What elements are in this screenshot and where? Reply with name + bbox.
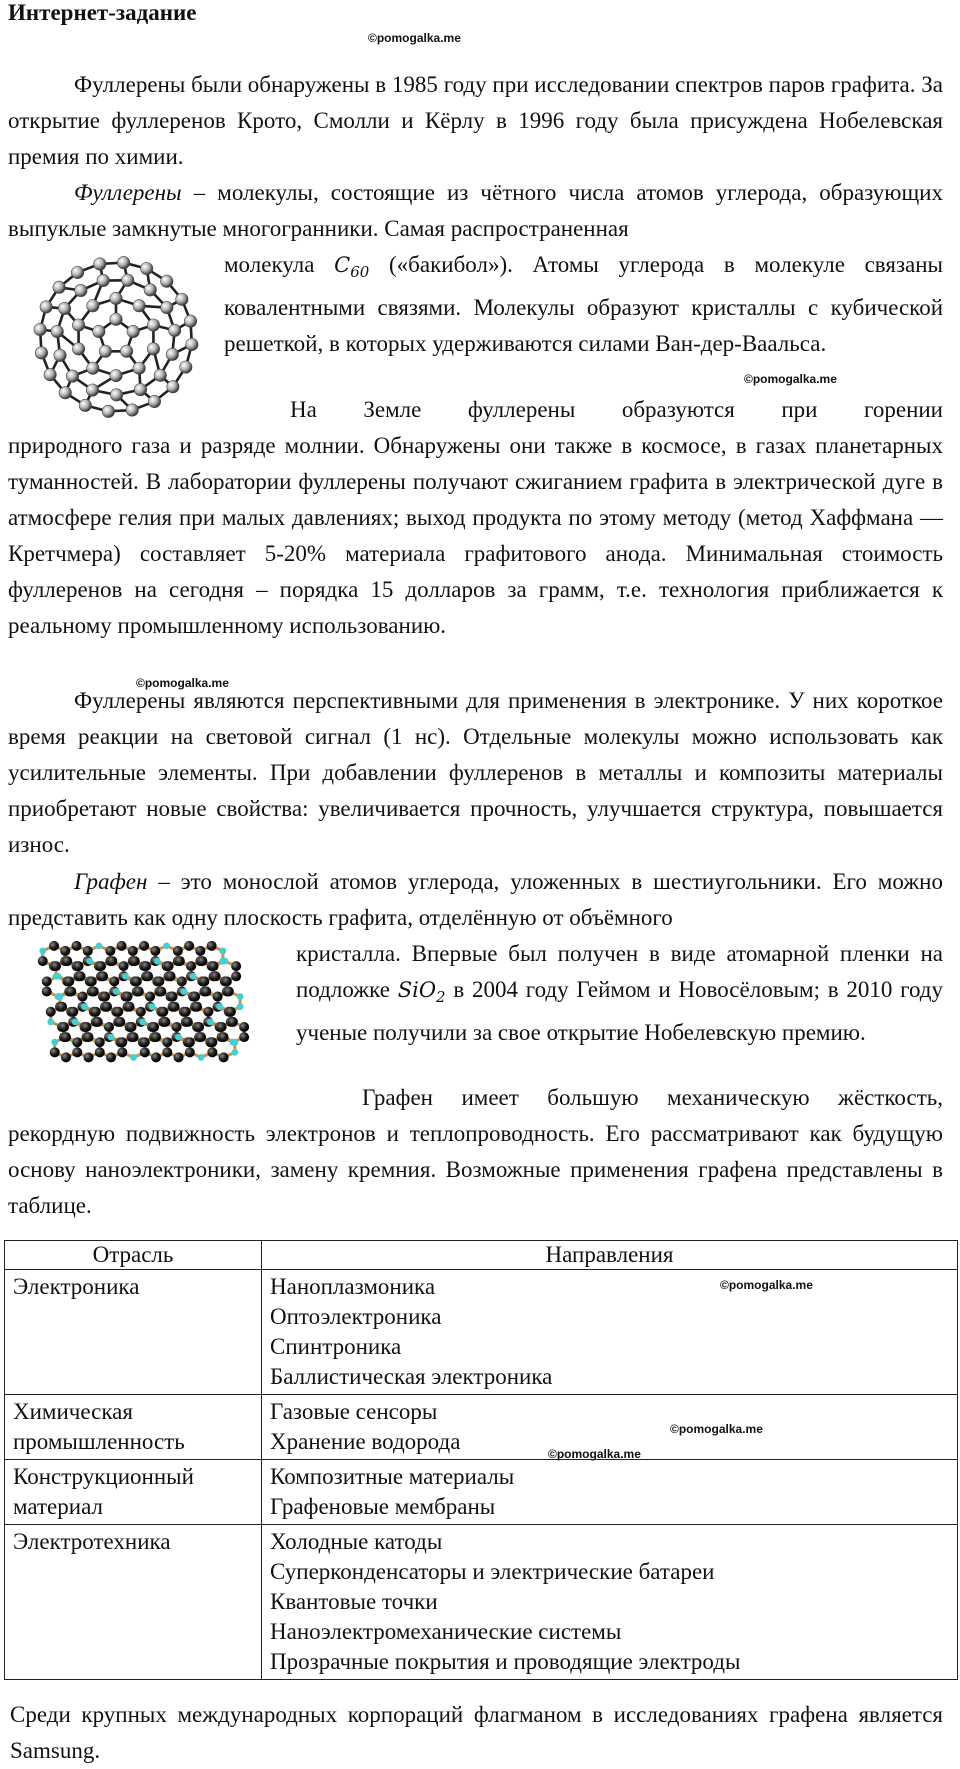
carbon-atom	[87, 976, 97, 986]
carbon-atom	[151, 1032, 161, 1042]
carbon-atom	[209, 961, 219, 971]
hydrogen-atom	[130, 1054, 137, 1061]
carbon-atom	[154, 976, 164, 986]
carbon-atom	[107, 956, 117, 966]
carbon-atom	[162, 1037, 172, 1047]
carbon-atom	[61, 1052, 71, 1062]
carbon-atom	[181, 1007, 191, 1017]
carbon-atom	[231, 971, 241, 981]
carbon-atom	[185, 1047, 195, 1057]
fullerene-atom	[110, 389, 122, 401]
carbon-atom	[139, 941, 149, 951]
hydrogen-atom	[219, 948, 226, 955]
fullerene-atom	[87, 300, 99, 312]
carbon-atom	[119, 961, 129, 971]
fullerene-atom	[94, 258, 106, 270]
fullerene-atom	[154, 369, 166, 381]
carbon-atom	[168, 992, 178, 1002]
fullerene-atom	[44, 368, 56, 380]
formula-c60: $C_{60}$	[334, 253, 369, 277]
fullerene-atom	[59, 387, 71, 399]
carbon-atom	[166, 971, 176, 981]
fullerene-atom	[168, 324, 180, 336]
hydrogen-atom	[207, 1019, 214, 1026]
carbon-atom	[228, 1017, 238, 1027]
table-cell-sector: Электротехника	[5, 1525, 262, 1680]
carbon-atom	[113, 1007, 123, 1017]
carbon-atom	[175, 956, 185, 966]
paragraph-earth-formation: природного газа и разряде молнии. Обнаружены они также в космосе, в газах планетарных туманностей. В лаборатории фуллерены получают сжиганием графита в электрической дуге в атмосфере гелия при малых давлениях; выход продукта по этому методу (метод Хаффмана — Кретчмера) составляет 5-20% материала графитового анода. Минимальная стоимость фуллеренов на сегодня – порядка 15 долларов за грамм, т.е. технология приближается к реальному промышленному использованию.	[8, 428, 943, 644]
carbon-atom	[129, 1032, 139, 1042]
table-row	[5, 1460, 958, 1525]
carbon-atom	[59, 1022, 69, 1032]
fullerene-atom	[35, 347, 47, 359]
carbon-atom	[104, 1022, 114, 1032]
table-row	[5, 1395, 958, 1460]
paragraph-discovery: Фуллерены были обнаружены в 1985 году при исследовании спектров паров графита. За открытие фуллеренов Крото, Смолли и Кёрлу в 1996 году была присуждена Нобелевская премия по химии.	[8, 67, 943, 175]
carbon-atom	[145, 992, 155, 1002]
carbon-atom	[224, 986, 234, 996]
carbon-atom	[151, 1052, 161, 1062]
carbon-atom	[46, 1007, 56, 1017]
carbon-atom	[74, 961, 84, 971]
hydrogen-atom	[231, 1049, 238, 1056]
carbon-atom	[194, 1022, 204, 1032]
fullerene-atom	[51, 325, 63, 337]
fullerene-atom	[72, 319, 84, 331]
fullerene-atom	[99, 345, 111, 357]
carbon-atom	[62, 956, 72, 966]
hydrogen-atom	[231, 1039, 238, 1046]
hydrogen-atom	[237, 1003, 244, 1010]
carbon-atom	[140, 1037, 150, 1047]
fullerene-atom	[54, 349, 66, 361]
carbon-atom	[130, 956, 140, 966]
carbon-atom	[213, 992, 223, 1002]
fullerene-molecule-image	[26, 246, 206, 428]
carbon-atom	[226, 1007, 236, 1017]
watermark: ©pomogalka.me	[548, 1447, 641, 1461]
table-cell-directions	[262, 1270, 958, 1395]
carbon-atom	[170, 1002, 180, 1012]
carbon-atom	[117, 1037, 127, 1047]
fullerene-atom	[161, 275, 173, 287]
paragraph-graphene-definition: Графен – это монослой атомов углерода, уложенных в шестиугольники. Его можно представить как одну плоскость графита, отделённую от объёмного	[8, 864, 943, 936]
term-graphene: Графен	[74, 869, 147, 894]
watermark: ©pomogalka.me	[744, 372, 837, 386]
carbon-atom	[207, 1037, 217, 1047]
carbon-atom	[66, 986, 76, 996]
table-row	[5, 1525, 958, 1680]
hydrogen-atom	[122, 973, 129, 980]
table-cell-sector: Конструкционный материал	[5, 1460, 262, 1525]
carbon-atom	[140, 1047, 150, 1057]
hydrogen-atom	[39, 948, 46, 955]
hydrogen-atom	[47, 1019, 54, 1026]
hydrogen-atom	[57, 993, 64, 1000]
fullerene-atom	[122, 274, 134, 286]
carbon-atom	[174, 1052, 184, 1062]
carbon-atom	[173, 946, 183, 956]
fullerene-atom	[58, 302, 70, 314]
carbon-atom	[158, 1007, 168, 1017]
fullerene-atom	[184, 315, 196, 327]
carbon-atom	[64, 976, 74, 986]
hydrogen-atom	[154, 958, 161, 965]
watermark: ©pomogalka.me	[136, 676, 229, 690]
fullerene-atom	[117, 256, 129, 268]
carbon-atom	[150, 946, 160, 956]
carbon-atom	[78, 992, 88, 1002]
carbon-atom	[132, 976, 142, 986]
table-header-sector: Отрасль	[5, 1241, 262, 1270]
table-cell-directions	[262, 1395, 958, 1460]
fullerene-atom	[144, 284, 156, 296]
carbon-atom	[186, 961, 196, 971]
carbon-atom	[82, 1022, 92, 1032]
fullerene-atom	[133, 362, 145, 374]
fullerene-atom	[127, 325, 139, 337]
carbon-atom	[201, 986, 211, 996]
carbon-atom	[207, 941, 217, 951]
carbon-atom	[95, 1047, 105, 1057]
carbon-atom	[127, 1022, 137, 1032]
hydrogen-atom	[81, 1003, 88, 1010]
fullerene-atom	[75, 284, 87, 296]
carbon-atom	[199, 976, 209, 986]
carbon-atom	[98, 971, 108, 981]
direction-item: Хранение водорода	[270, 1427, 951, 1457]
fullerene-atom	[79, 399, 91, 411]
carbon-atom	[185, 1037, 195, 1047]
carbon-atom	[231, 961, 241, 971]
carbon-atom	[164, 961, 174, 971]
carbon-atom	[141, 961, 151, 971]
paragraph-samsung: Среди крупных международных корпораций флагманом в исследованиях графена является Samsung.	[10, 1697, 943, 1769]
fullerene-atom	[71, 266, 83, 278]
carbon-atom	[106, 1052, 116, 1062]
carbon-atom	[76, 971, 86, 981]
term-fullerenes: Фуллерены	[74, 180, 182, 205]
fullerene-atom	[87, 362, 99, 374]
hydrogen-atom	[72, 1019, 79, 1026]
carbon-atom	[84, 1052, 94, 1062]
carbon-atom	[183, 1017, 193, 1027]
carbon-atom	[195, 946, 205, 956]
carbon-atom	[96, 961, 106, 971]
carbon-atom	[117, 941, 127, 951]
carbon-atom	[125, 1002, 135, 1012]
fullerene-atom	[97, 274, 109, 286]
carbon-atom	[72, 1037, 82, 1047]
carbon-atom	[162, 1047, 172, 1057]
table-cell-directions	[262, 1525, 958, 1680]
fullerene-atom	[166, 348, 178, 360]
carbon-atom	[105, 946, 115, 956]
carbon-atom	[184, 941, 194, 951]
fullerene-atom	[34, 323, 46, 335]
carbon-atom	[239, 1032, 249, 1042]
carbon-atom	[203, 1007, 213, 1017]
fullerene-atom	[110, 369, 122, 381]
direction-item: Газовые сенсоры	[270, 1397, 951, 1427]
carbon-atom	[239, 1022, 249, 1032]
carbon-atom	[177, 976, 187, 986]
carbon-atom	[192, 1002, 202, 1012]
carbon-atom	[100, 992, 110, 1002]
carbon-atom	[72, 1047, 82, 1057]
carbon-atom	[68, 1007, 78, 1017]
carbon-atom	[61, 1032, 71, 1042]
hydrogen-atom	[190, 973, 197, 980]
direction-item: Композитные материалы	[270, 1462, 951, 1492]
carbon-atom	[89, 986, 99, 996]
fullerene-atom	[148, 395, 160, 407]
hydrogen-atom	[180, 988, 187, 995]
carbon-atom	[51, 961, 61, 971]
table-header-directions: Направления	[262, 1241, 958, 1270]
carbon-atom	[38, 956, 48, 966]
fullerene-atom	[167, 381, 179, 393]
direction-item: Графеновые мембраны	[270, 1492, 951, 1522]
carbon-atom	[123, 992, 133, 1002]
carbon-atom	[134, 986, 144, 996]
watermark: ©pomogalka.me	[670, 1422, 763, 1436]
carbon-atom	[128, 946, 138, 956]
paragraph-electronics: Фуллерены являются перспективными для применения в электронике. У них короткое время реакции на световой сигнал (1 нс). Отдельные молекулы можно использовать как усилительные элементы. При добавлении фуллеренов в металлы и композиты материалы приобретают новые свойства: увеличивается прочность, улучшается структура, повышается износ.	[8, 683, 943, 863]
carbon-atom	[156, 986, 166, 996]
fullerene-atom	[110, 292, 122, 304]
hydrogen-atom	[113, 988, 120, 995]
carbon-atom	[109, 976, 119, 986]
hydrogen-atom	[139, 1019, 146, 1026]
hydrogen-atom	[108, 1034, 115, 1041]
carbon-atom	[95, 1037, 105, 1047]
fullerene-atom	[93, 325, 105, 337]
hydrogen-atom	[175, 1034, 182, 1041]
hydrogen-atom	[55, 973, 62, 980]
carbon-atom	[83, 946, 93, 956]
hydrogen-atom	[149, 1003, 156, 1010]
direction-item: Спинтроника	[270, 1332, 951, 1362]
fullerene-atom	[120, 345, 132, 357]
fullerene-atom	[134, 383, 146, 395]
hydrogen-atom	[163, 942, 170, 949]
graphene-lattice-image	[26, 940, 276, 1110]
fullerene-atom	[140, 262, 152, 274]
paragraph-fullerene-molecule: молекула $C_{60}$ («бакибол»). Атомы углерода в молекуле связаны ковалентными связями. Молекулы образуют кристаллы с кубической решеткой, в которых удерживаются силами Ван-дер-Ваальса.	[224, 247, 943, 362]
fullerene-atom	[86, 384, 98, 396]
direction-item: Баллистическая электроника	[270, 1362, 951, 1392]
fullerene-atom	[40, 301, 52, 313]
carbon-atom	[93, 1017, 103, 1027]
fullerene-atom	[66, 370, 78, 382]
carbon-atom	[172, 1022, 182, 1032]
carbon-atom	[72, 941, 82, 951]
direction-item: Холодные катоды	[270, 1527, 951, 1557]
carbon-atom	[207, 1047, 217, 1057]
carbon-atom	[50, 1047, 60, 1057]
graphene-applications-table	[4, 1240, 958, 1680]
paragraph-earth-first-line: На Земле фуллерены образуются при горении	[224, 392, 943, 428]
carbon-atom	[219, 1052, 229, 1062]
carbon-atom	[42, 986, 52, 996]
fullerene-atom	[186, 338, 198, 350]
fullerene-atom	[102, 405, 114, 417]
fullerene-atom	[126, 404, 138, 416]
carbon-atom	[149, 1022, 159, 1032]
table-cell-sector: Химическая промышленность	[5, 1395, 262, 1460]
page-heading: Интернет-задание	[8, 0, 196, 26]
carbon-atom	[91, 1007, 101, 1017]
carbon-atom	[102, 1002, 112, 1012]
carbon-atom	[217, 1022, 227, 1032]
paragraph-graphene-properties-first-line: Графен имеет большую механическую жёсткость,	[296, 1080, 943, 1116]
hydrogen-atom	[51, 1039, 58, 1046]
direction-item: Оптоэлектроника	[270, 1302, 951, 1332]
carbon-atom	[196, 1032, 206, 1042]
carbon-atom	[42, 976, 52, 986]
hydrogen-atom	[221, 958, 228, 965]
paragraph-graphene-discovery: кристалла. Впервые был получен в виде атомарной пленки на подложке SiO$_2$ в 2004 году Геймом и Новосёловым; в 2010 году ученые получили за свое открытие Нобелевскую премию.	[296, 936, 943, 1051]
watermark: ©pomogalka.me	[368, 31, 461, 45]
direction-item: Прозрачные покрытия и проводящие электроды	[270, 1647, 951, 1677]
carbon-atom	[60, 946, 70, 956]
fullerene-atom	[147, 319, 159, 331]
direction-item: Квантовые точки	[270, 1587, 951, 1617]
table-row	[5, 1270, 958, 1395]
fullerene-atom	[176, 293, 188, 305]
watermark: ©pomogalka.me	[720, 1278, 813, 1292]
carbon-atom	[143, 971, 153, 981]
carbon-atom	[211, 971, 221, 981]
hydrogen-atom	[86, 958, 93, 965]
carbon-atom	[222, 976, 232, 986]
carbon-atom	[49, 941, 59, 951]
fullerene-atom	[53, 281, 65, 293]
fullerene-atom	[147, 343, 159, 355]
hydrogen-atom	[216, 1003, 223, 1010]
fullerene-atom	[72, 343, 84, 355]
direction-item: Суперконденсаторы и электрические батареи	[270, 1557, 951, 1587]
carbon-atom	[115, 1017, 125, 1027]
carbon-atom	[57, 1002, 67, 1012]
carbon-atom	[136, 1007, 146, 1017]
fullerene-atom	[133, 300, 145, 312]
carbon-atom	[219, 1032, 229, 1042]
table-cell-sector: Электроника	[5, 1270, 262, 1395]
fullerene-atom	[161, 301, 173, 313]
carbon-atom	[190, 992, 200, 1002]
carbon-atom	[117, 1047, 127, 1057]
direction-item: Наноэлектромеханические системы	[270, 1617, 951, 1647]
fullerene-atom	[110, 313, 122, 325]
formula-sio2: SiO$_2$	[398, 978, 446, 1002]
carbon-atom	[160, 1017, 170, 1027]
direction-item: Наноплазмоника	[270, 1272, 951, 1302]
hydrogen-atom	[198, 1054, 205, 1061]
paragraph-graphene-properties: рекордную подвижность электронов и теплопроводность. Его рассматривают как будущую основу наноэлектроники, замену кремния. Возможные применения графена представлены в таблице.	[8, 1116, 943, 1224]
hydrogen-atom	[96, 942, 103, 949]
carbon-atom	[84, 1032, 94, 1042]
fullerene-atom	[180, 361, 192, 373]
table-header-row	[5, 1241, 958, 1270]
paragraph-fullerene-definition: Фуллерены – молекулы, состоящие из чётного числа атомов углерода, образующих выпуклые замкнутые многогранники. Самая распространенная	[8, 175, 943, 247]
table-cell-directions	[262, 1460, 958, 1525]
hydrogen-atom	[237, 993, 244, 1000]
carbon-atom	[197, 956, 207, 966]
